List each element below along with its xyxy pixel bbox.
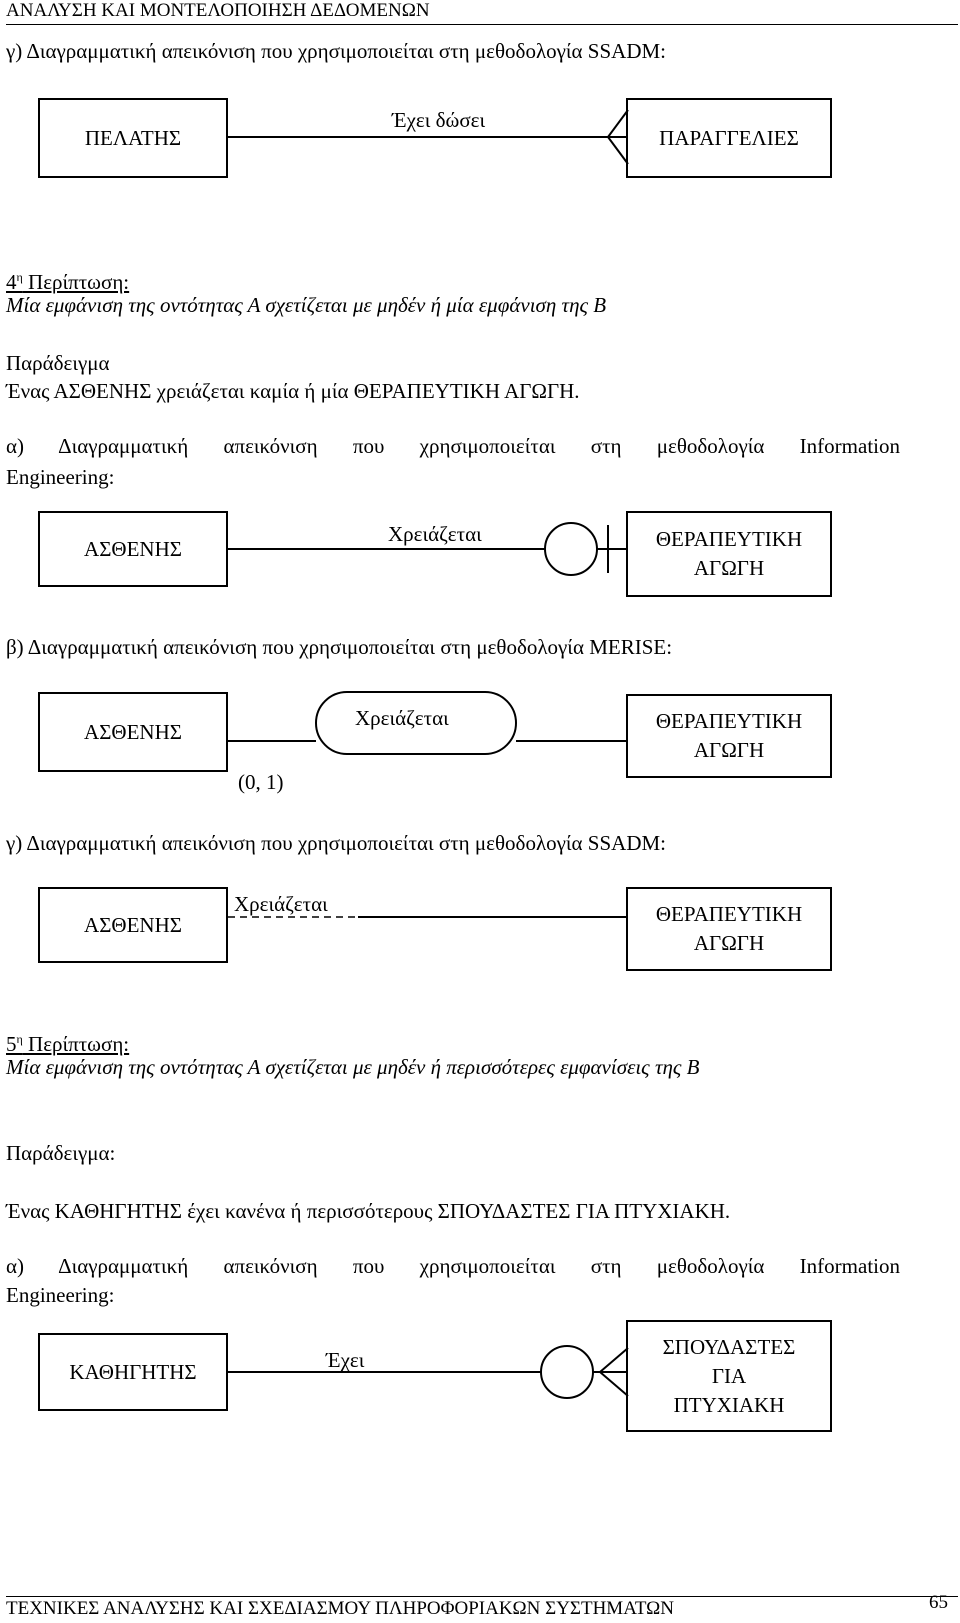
case5-description: Μία εμφάνιση της οντότητας Α σχετίζεται με μηδέν ή περισσότερες εμφανίσεις της Β [6, 1055, 700, 1079]
entity-line: ΑΓΩΓΗ [693, 556, 765, 580]
case4-example-text: Ένας ΑΣΘΕΝΗΣ χρειάζεται καμία ή μία ΘΕΡΑΠΕΥΤΙΚΗ ΑΓΩΓΗ. [6, 379, 580, 403]
entity-kathigitis [38, 1333, 228, 1411]
entity-asthenis-merise [38, 692, 228, 772]
entity-line: ΑΓΩΓΗ [693, 738, 765, 762]
entity-asthenis-ssadm [38, 887, 228, 963]
case4-ordinal: η [16, 270, 23, 284]
relationship-label-ie: Χρειάζεται [388, 522, 482, 546]
case4-example-label: Παράδειγμα [6, 351, 110, 375]
entity-line: ΘΕΡΑΠΕΥΤΙΚΗ [655, 527, 803, 551]
entity-parangelies-label: ΠΑΡΑΓΓΕΛΙΕΣ [659, 125, 799, 150]
relationship-label-merise: Χρειάζεται [355, 706, 449, 730]
case4-number: 4 [6, 270, 17, 294]
entity-asthenis-ssadm-label: ΑΣΘΕΝΗΣ [84, 912, 182, 937]
case4-merise-heading: β) Διαγραμματική απεικόνιση που χρησιμοποιείται στη μεθοδολογία MERISE: [6, 635, 673, 659]
entity-spoudastes-gia-ptyxiaki [626, 1320, 832, 1432]
relationship-label: Έχει δώσει [392, 108, 486, 132]
entity-therapeutiki-agogi-ssadm [626, 887, 832, 971]
footer-rule [6, 1596, 958, 1597]
case4-title [6, 264, 129, 295]
entity-kathigitis-label: ΚΑΘΗΓΗΤΗΣ [69, 1359, 197, 1384]
case5-example-text: Ένας ΚΑΘΗΓΗΤΗΣ έχει κανένα ή περισσότερους ΣΠΟΥΔΑΣΤΕΣ ΓΙΑ ΠΤΥΧΙΑΚΗ. [6, 1199, 731, 1223]
entity-line: ΑΓΩΓΗ [693, 931, 765, 955]
entity-line: ΓΙΑ [711, 1363, 747, 1388]
case5-ie-heading-cont: Engineering: [6, 1283, 115, 1307]
case5-title-text: Περίπτωση: [22, 1032, 130, 1056]
case4-title-text: Περίπτωση: [22, 270, 130, 294]
relationship-label-ssadm: Χρειάζεται [234, 892, 328, 916]
running-footer: ΤΕΧΝΙΚΕΣ ΑΝΑΛΥΣΗΣ ΚΑΙ ΣΧΕΔΙΑΣΜΟΥ ΠΛΗΡΟΦΟΡΙΑΚΩΝ ΣΥΣΤΗΜΑΤΩΝ [6, 1598, 674, 1619]
page-number: 65 [929, 1592, 948, 1613]
case5-number: 5 [6, 1032, 17, 1056]
entity-asthenis-ie [38, 511, 228, 587]
entity-line: ΣΠΟΥΔΑΣΤΕΣ [662, 1334, 796, 1359]
entity-line: ΘΕΡΑΠΕΥΤΙΚΗ [655, 902, 803, 926]
case4-ie-heading: α) Διαγραμματική απεικόνιση που χρησιμοποιείται στη μεθοδολογία Information [6, 434, 900, 458]
entity-parangelies [626, 98, 832, 178]
entity-line: ΠΤΥΧΙΑΚΗ [673, 1392, 785, 1417]
relationship-label-case5: Έχει [326, 1348, 365, 1372]
case5-title [6, 1026, 129, 1057]
cardinality-label: (0, 1) [238, 770, 284, 794]
case5-ie-heading: α) Διαγραμματική απεικόνιση που χρησιμοποιείται στη μεθοδολογία Information [6, 1254, 900, 1278]
entity-asthenis-ie-label: ΑΣΘΕΝΗΣ [84, 536, 182, 561]
top-ssadm-heading: γ) Διαγραμματική απεικόνιση που χρησιμοποιείται στη μεθοδολογία SSADM: [6, 39, 667, 63]
entity-asthenis-merise-label: ΑΣΘΕΝΗΣ [84, 719, 182, 744]
entity-therapeutiki-agogi-merise [626, 694, 832, 778]
entity-pelatis-label: ΠΕΛΑΤΗΣ [84, 125, 182, 150]
case4-ssadm-heading: γ) Διαγραμματική απεικόνιση που χρησιμοποιείται στη μεθοδολογία SSADM: [6, 831, 667, 855]
case5-ordinal: η [16, 1032, 23, 1046]
case4-description: Μία εμφάνιση της οντότητας Α σχετίζεται με μηδέν ή μία εμφάνιση της Β [6, 293, 607, 317]
entity-therapeutiki-agogi-ie [626, 511, 832, 597]
case4-ie-heading-cont: Engineering: [6, 465, 115, 489]
running-header: ΑΝΑΛΥΣΗ ΚΑΙ ΜΟΝΤΕΛΟΠΟΙΗΣΗ ΔΕΔΟΜΕΝΩΝ [6, 0, 430, 21]
case5-example-label: Παράδειγμα: [6, 1141, 116, 1165]
entity-line: ΘΕΡΑΠΕΥΤΙΚΗ [655, 709, 803, 733]
entity-pelatis [38, 98, 228, 178]
